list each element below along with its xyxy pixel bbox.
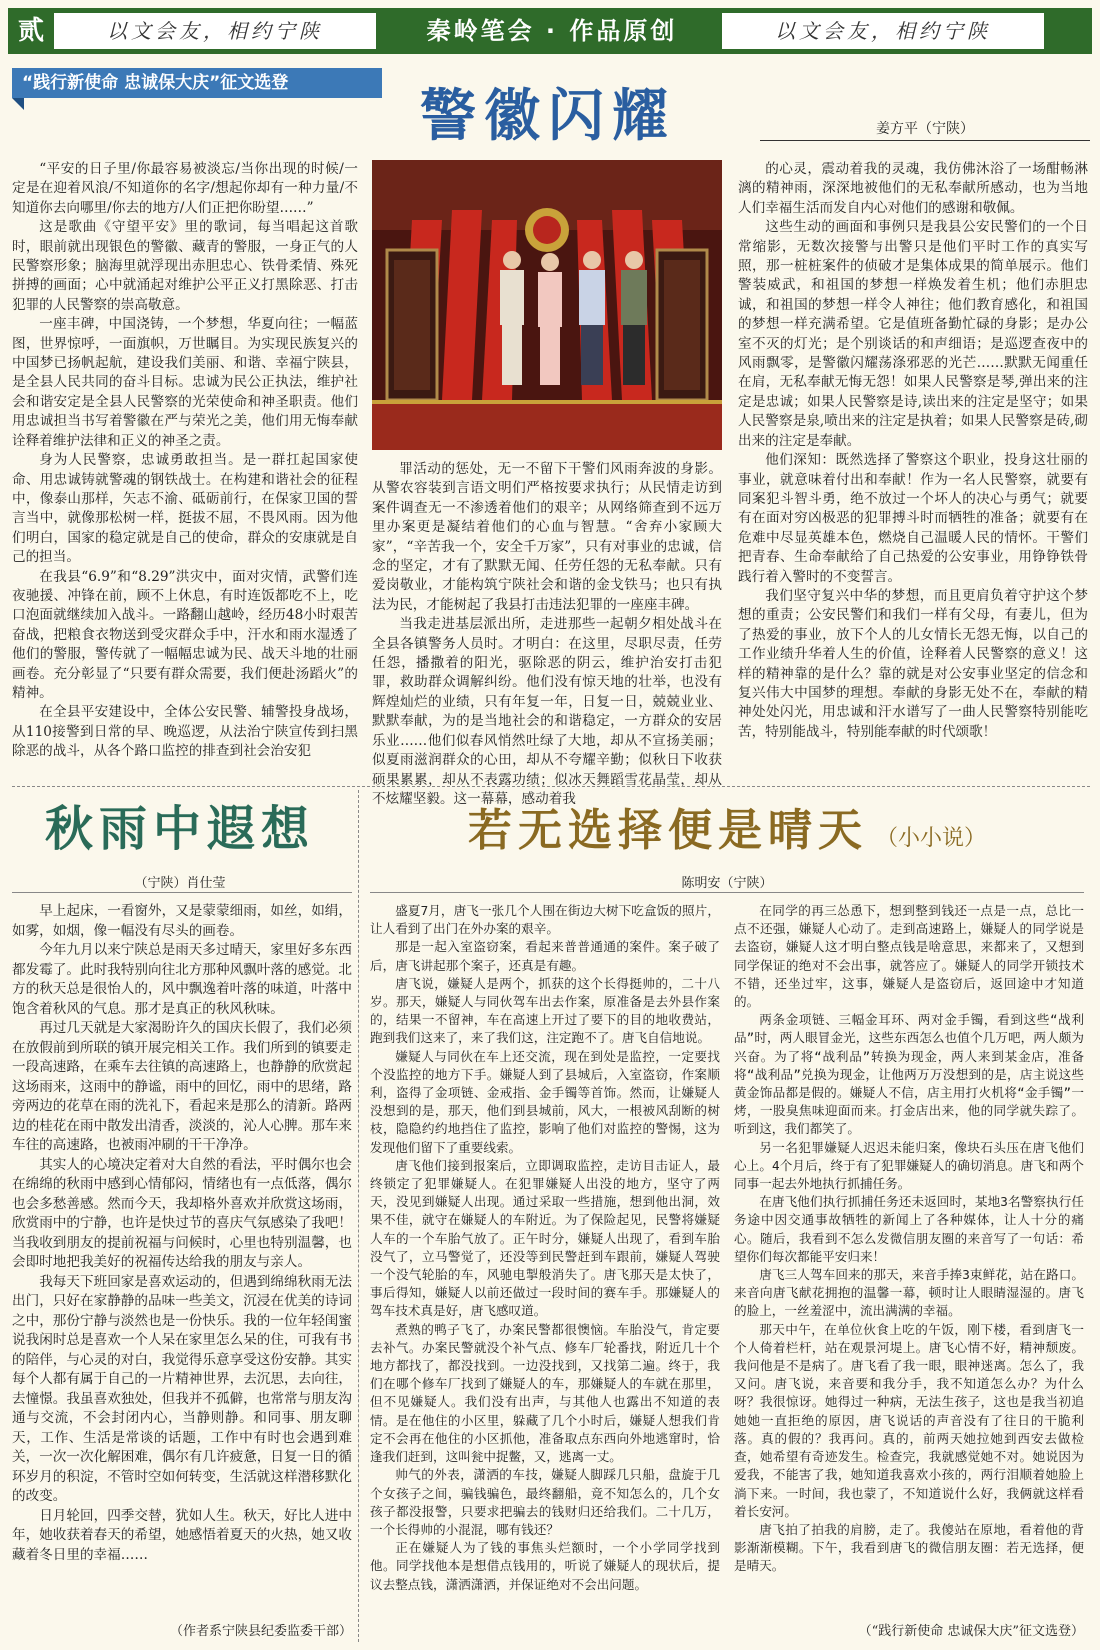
- paragraph: 另一名犯罪嫌疑人迟迟未能归案，像块石头压在唐飞他们心上。4个月后，终于有了犯罪嫌疑人的确切消息。唐飞和两个同事一起去外地执行抓捕任务。: [734, 1139, 1084, 1192]
- paragraph: 那是一起入室盗窃案，看起来普普通通的案件。案子破了后，唐飞讲起那个案子，还真是有趣。: [370, 939, 720, 973]
- paragraph: 再过几天就是大家渴盼许久的国庆长假了，我们必须在放假前到所联的镇开展完相关工作。我们所到的镇要走一段高速路，在乘车去往镇的高速路上，也静静的欣赏起这场雨来，这雨中的静谧，雨中的回忆，雨中的思绪，路旁两边的花草在雨的洗礼下，看起来是那么的清新。路两边的桂花在雨中散发出清香，淡淡的，沁人心脾。那车来车往的高速路，也被雨冲刷的干干净净。: [12, 1020, 352, 1153]
- page-header: [8, 8, 1092, 54]
- article3-author: 陈明安（宁陕）: [681, 876, 773, 891]
- article3-rule: [370, 892, 1084, 893]
- article1-column-2: [372, 460, 722, 807]
- paragraph: 这是歌曲《守望平安》里的歌词，每当唱起这首歌时，眼前就出现银色的警徽、藏青的警服，一身正气的人民警察形象；脑海里就浮现出赤胆忠心、铁骨柔情、殊死拼搏的画面；心中就涌起对维护公平正义打黑除恶、打击犯罪的人民警察的崇高敬意。: [12, 219, 358, 313]
- paragraph: 我们坚守复兴中华的梦想，而且更肩负着守护这个梦想的重责；公安民警们和我们一样有父母，有妻儿，但为了热爱的事业，放下个人的儿女情长无怨无悔，以自己的工作业绩升华着人生的价值，诠释着人民警察的意义！这样的精神靠的是什么？靠的就是对公安事业坚定的信念和复兴伟大中国梦的理想。奉献的身影无处不在，奉献的精神处处闪光，用忠诚和汗水谱写了一曲人民警察特别能吃苦，特别能战斗，特别能奉献的时代颂歌！: [738, 587, 1088, 740]
- paragraph: 盛夏7月，唐飞一张几个人围在街边大树下吃盒饭的照片，让人看到了出门在外办案的艰辛。: [370, 903, 720, 937]
- header-slogan-left: 以文会友，相约宁陕: [54, 13, 376, 49]
- paragraph: 在全县平安建设中，全体公安民警、辅警投身战场，从110接警到日常的早、晚巡逻，从法治宁陕宣传到扫黑除恶的战斗，从各个路口监控的排查到社会治安犯: [12, 704, 358, 760]
- paragraph: 他们深知：既然选择了警察这个职业，投身这壮丽的事业，就意味着付出和奉献！作为一名人民警察，就要有同案犯斗智斗勇，绝不放过一个坏人的决心与勇气；就要有在面对穷凶极恶的犯罪搏斗时而牺牲的准备；就要有在危难中尽显英雄本色，燃烧自己温暖人民的情怀。干警们把青春、生命奉献给了自己热爱的公安事业，用铮铮铁骨践行着入警时的不变誓言。: [738, 452, 1088, 585]
- stage-photo: [372, 160, 722, 450]
- paragraph: 日月轮回，四季交替，犹如人生。秋天，好比人进中年，她收获着春天的希望，她感悟着夏天的火热，她又收藏着冬日里的幸福……: [12, 1507, 352, 1563]
- stage-photo-illustration: [372, 160, 722, 450]
- paragraph: 唐飞拍了拍我的肩膀，走了。我傻站在原地，看着他的背影渐渐模糊。下午，我看到唐飞的微信朋友圈：若无选择，便是晴天。: [734, 1521, 1084, 1574]
- paragraph: 一座丰碑，中国浇铸，一个梦想，华夏向往；一幅蓝图，世界惊呼，一面旗帜，万世瞩目。为实现民族复兴的中国梦已扬帆起航，建设我们美丽、和谐、幸福宁陕县，是全县人民共同的奋斗目标。忠诚为民公正执法，维护社会和谐安定是全县人民警察的光荣使命和神圣职责。他们用忠诚担当书写着警徽在严与荣光之美，他们用无悔奉献诠释着维护法律和正义的神圣之责。: [12, 316, 358, 449]
- paragraph: 唐飞他们接到报案后，立即调取监控，走访目击证人，最终锁定了犯罪嫌疑人。在犯罪嫌疑人出没的地方，坚守了两天，没见到嫌疑人出现。通过采取一些措施，想到他出洞，效果不佳，就守在嫌疑人的车附近。为了保险起见，民警将嫌疑人车的一个车胎气放了。正午时分，嫌疑人出现了，看到车胎没气了，立马警觉了，还没等到民警赶到车跟前，嫌疑人驾驶一个没气轮胎的车，风驰电掣般消失了。唐飞那天是太快了，事后得知，嫌疑人以前还做过一段时间的赛车手。那嫌疑人的驾车技术真是好，唐飞感叹道。: [370, 1157, 720, 1319]
- article2-author: （宁陕）肖仕莹: [134, 876, 226, 891]
- masthead-title: 秦岭笔会 · 作品原创: [426, 17, 678, 45]
- article3-title: 若无选择便是晴天: [467, 805, 868, 856]
- paragraph: 两条金项链、三幅金耳环、两对金手镯，看到这些“战利品”时，两人眼冒金光，这些东西怎么也值个几万吧，两人颇为兴奋。为了将“战利品”转换为现金，两人来到某金店，准备将“战利品”兑换为现金，让他两万万没想到的是，店主说这些黄金饰品都是假的。嫌疑人不信，店主用打火机将“金手镯”一烤，一股臭焦味迎面而来。打金店出来，他的同学就失踪了。听到这，我们都笑了。: [734, 1012, 1084, 1137]
- paragraph: 当我走进基层派出所，走进那些一起朝夕相处战斗在全县各镇警务人员时。才明白：在这里，尽职尽责，任劳任怨，播撒着的阳光，驱除恶的阴云，维护治安打击犯罪，救助群众调解纠纷。他们没有惊天地的壮举，也没有辉煌灿烂的业绩，只有年复一年，日复一日，兢兢业业、默默奉献，为的是当地社会的和谐稳定，一方群众的安居乐业……他们似春风悄然吐绿了大地，却从不宣扬美丽；似夏雨滋润群众的心田，却从不夸耀辛勤；似秋日下收获硕果累累，却从不表露功绩；似冰天舞蹈雪花晶莹，却从不炫耀坚毅。这一幕幕，感动着我: [372, 616, 722, 807]
- header-end-block: [1060, 8, 1092, 54]
- paragraph: 其实人的心境决定着对大自然的看法，平时偶尔也会在绵绵的秋雨中感到心情郁闷，情绪也有一点低落，偶尔也会多愁善感。然而今天，我却格外喜欢并欣赏这场雨，欣赏雨中的宁静，也许是快过节的喜庆气氛感染了我吧！当我收到朋友的提前祝福与问候时，心里也特别温馨，也会即时地把我美好的祝福传达给我的朋友与亲人。: [12, 1156, 352, 1270]
- article3-subtitle: （小小说）: [875, 826, 986, 851]
- article3-column-1: [370, 902, 720, 1642]
- paragraph: 在我县“6.9”和“8.29”洪灾中，面对灾情，武警们连夜驰援、冲锋在前，顾不上休息，有时连饭都吃不上，吃口泡面就继续加入战斗。一路翻山越岭，经历48小时艰苦奋战，把粮食衣物送到受灾群众手中，汗水和雨水湿透了他们的警服，警传就了一幅幅忠诚为民、战天斗地的壮丽画卷。充分彰显了“只要有群众需要，我们便赴汤蹈火”的精神。: [12, 568, 358, 701]
- article1-rule: [760, 140, 1090, 141]
- vertical-divider: [358, 790, 359, 1642]
- article1-title: 警徽闪耀: [420, 84, 676, 149]
- paragraph: 帅气的外表，潇洒的车技，嫌疑人脚踩几只船，盘旋于几个女孩子之间，骗钱骗色，最终翻船，竟不知怎么的，几个女孩子都没报警，只要求把骗去的钱财归还给我们。二十几万，一个长得帅的小混混，哪有钱还？: [370, 1467, 720, 1537]
- article3-title-block: [370, 796, 1084, 866]
- article2-body: [12, 902, 352, 1617]
- banner-fold: [12, 98, 24, 110]
- article2-rule: [12, 892, 352, 893]
- paragraph: 唐飞三人驾车回来的那天，来音手捧3束鲜花，站在路口。来音向唐飞献花拥抱的温馨一幕，顿时让人眼睛湿湿的。唐飞的脸上，一丝羞涩中，流出满满的幸福。: [734, 1267, 1084, 1319]
- paragraph: 在唐飞他们执行抓捕任务还未返回时，某地3名警察执行任务途中因交通事故牺牲的新闻上了各种媒体，让人十分的痛心。随后，我看到不怎么发微信朋友圈的来音写了一句话：希望你们每次都能平安归来！: [734, 1194, 1084, 1264]
- paragraph: 我每天下班回家是喜欢运动的，但遇到绵绵秋雨无法出门，只好在家静静的品味一些美文，沉浸在优美的诗词之中，那份宁静与淡然也是一份快乐。我的一位年轻闺蜜说我闲时总是喜欢一个人呆在家里怎么呆的住，可我有书的陪伴，与心灵的对白，我觉得乐意享受这份安静。其实每个人都有属于自己的一片精神世界，去沉思，去向往，去憧憬。我虽喜欢独处，但我并不孤僻，也常常与朋友沟通与交流，不会封闭内心，当静则静。和同事、朋友聊天，工作、生活是常谈的话题，工作中有时也会遇到难关，一次一次化解困难，偶尔有几许疲惫，日复一日的循环岁月的积淀，不管时空如何转变，生活就这样潜移默化的改变。: [12, 1273, 352, 1504]
- paragraph: 的心灵，震动着我的灵魂，我仿佛沐浴了一场酣畅淋漓的精神雨，深深地被他们的无私奉献所感动，也为当地人们幸福生活而发自内心对他们的感谢和敬佩。: [738, 161, 1088, 216]
- paragraph: 罪活动的惩处，无一不留下干警们风雨奔波的身影。从警农容装到言语文明们严格按要求执行；从民情走访到案件调查无一不渗透着他们的艰辛；从网络筛查到不远万里办案更是凝结着他们的心血与智慧。“舍弃小家顾大家”，“辛苦我一个，安全千万家”，只有对事业的忠诚，信念的坚定，才有了默默无闻、任劳任怨的无私奉献。只有爱岗敬业，才能构筑宁陕社会和谐的金戈铁马；也只有执法为民，才能树起了我县打击违法犯罪的一座座丰碑。: [372, 461, 722, 613]
- article3-column-2: [734, 902, 1084, 1614]
- paragraph: 这些生动的画面和事例只是我县公安民警们的一个日常缩影，无数次接警与出警只是他们平时工作的真实写照，那一桩桩案件的侦破才是集体成果的简单展示。他们警装威武，和祖国的梦想一样焕发着生机；他们赤胆忠诚，和祖国的梦想一样令人神往；他们教育感化，和祖国的梦想一样充满希望。它是值班备勤忙碌的身影；是办公室不灭的灯光；是个别谈话的和声细语；是巡逻查夜中的风雨飘零，是警徽闪耀荡涤邪恶的光芒……默默无闻重任在肩，无私奉献无悔无怨！如果人民警察是琴,弹出来的注定是忠诚；如果人民警察是诗,读出来的注定是坚守；如果人民警察是泉,喷出来的注定是执着；如果人民警察是砖,砌出来的注定是奉献。: [738, 219, 1088, 449]
- horizontal-divider: [12, 786, 1090, 787]
- paragraph: 早上起床，一看窗外，又是蒙蒙细雨，如丝，如绢，如雾，如烟，像一幅没有尽头的画卷。: [12, 903, 352, 939]
- article2-author-note: （作者系宁陕县纪委监委干部）: [169, 1624, 352, 1639]
- paragraph: 那天中午，在单位伙食上吃的午饭，刚下楼，看到唐飞一个人倚着栏杆，站在观景河堤上。唐飞心情不好，精神颓废。我问他是不是病了。唐飞看了我一眼，眼神迷离。怎么了，我又问。唐飞说，来音要和我分手，我不知道怎么办？为什么呀？我很惊讶。她得过一种病，无法生孩子，这也是我当初追她她一直拒绝的原因，唐飞说话的声音没有了往日的干脆利落。真的假的？我再问。真的，前两天她拉她到西安去做检查，她希望有奇迹发生。检查完，我就感觉她不对。她说因为爱我，不能害了我，她知道我喜欢小孩的，两行泪顺着她脸上淌下来。一时间，我也蒙了，不知道说什么好，我俩就这样看着长安河。: [734, 1321, 1084, 1519]
- paragraph: 身为人民警察，忠诚勇敢担当。是一群扛起国家使命、用忠诚铸就警魂的钢铁战士。在构建和谐社会的征程中，像泰山那样，矢志不渝、砥砺前行，在保家卫国的誓言当中，就像那松树一样，挺拔不屈，不畏风雨。因为他们明白，国家的稳定就是自己的使命，群众的安康就是自己的担当。: [12, 452, 358, 566]
- paragraph: “平安的日子里/你最容易被淡忘/当你出现的时候/一定是在迎着风浪/不知道你的名字/想起你却有一种力量/不知道你去向哪里/你去的地方/人们正把你盼望……”: [12, 161, 358, 216]
- article1-column-1: [12, 160, 358, 778]
- article1-column-3: [738, 160, 1088, 778]
- paragraph: 煮熟的鸭子飞了，办案民警都很懊恼。车胎没气，肯定要去补气。办案民警就没个补气点、修车厂轮番找，附近几十个地方都找了，都没找到。一边没找到，又找第二遍。终于，我们在哪个修车厂找到了嫌疑人的车，那嫌疑人的车就在那里，但不见嫌疑人。我们没有出声，与其他人也露出不知道的表情。是在他住的小区里，躲藏了几个小时后，嫌疑人想我们肯定不会再在他住的小区抓他，准备取点东西向外地逃窜时，恰逢我们赶到，这叫瓮中捉鳖，又，逃离一丈。: [370, 1321, 720, 1465]
- paragraph: 唐飞说，嫌疑人是两个，抓获的这个长得挺帅的，二十八岁。那天，嫌疑人与同伙驾车出去作案，原准备是去外县作案的，结果一不留神，车在高速上开过了要下的目的地收费站，跑到我们这来了，来了我们这，注定跑不了。唐飞自信地说。: [370, 975, 720, 1046]
- section-banner: “践行新使命 忠诚保大庆”征文选登: [12, 68, 382, 98]
- article3-source-note: （“践行新使命 忠诚保大庆”征文选登）: [858, 1624, 1084, 1639]
- paragraph: 嫌疑人与同伙在车上还交流，现在到处是监控，一定要找个没监控的地方下手。嫌疑人到了县城后，入室盗窃，作案顺利，盗得了金项链、金戒指、金手镯等首饰。然而，让嫌疑人没想到的是，那天，他们到县城前，风大，一根被风刮断的树枝，隐隐约约地挡住了监控，影响了他们对监控的警惕，这为发现他们留下了重要线索。: [370, 1048, 720, 1155]
- paragraph: 正在嫌疑人为了钱的事焦头烂额时，一个小学同学找到他。同学找他本是想借点钱用的，听说了嫌疑人的现状后，提议去整点钱，潇洒潇洒，并保证绝对不会出问题。: [370, 1540, 720, 1592]
- article2-title: 秋雨中遐想: [44, 801, 315, 857]
- paragraph: 在同学的再三怂恿下，想到整到钱还一点是一点，总比一点不还强，嫌疑人心动了。走到高速路上，嫌疑人的同学说是去盗窃，嫌疑人这才明白整点钱是啥意思，来都来了，又想到同学保证的绝对不会出事，就答应了。嫌疑人的同学开锁技术不错，还坐过牢，这事，嫌疑人是盗窃后，返回途中才知道的。: [734, 903, 1084, 1010]
- paragraph: 今年九月以来宁陕总是雨天多过晴天，家里好多东西都发霉了。此时我特别向往北方那种风飘叶落的感觉。北方的秋天总是很怡人的，风中飘逸着叶落的味道，叶落中饱含着秋风的气息。那才是真正的秋风秋味。: [12, 942, 352, 1017]
- header-slogan-right: 以文会友，相约宁陕: [722, 13, 1044, 49]
- article1-author: 姜方平（宁陕）: [876, 121, 974, 137]
- page-number: 贰: [17, 16, 44, 46]
